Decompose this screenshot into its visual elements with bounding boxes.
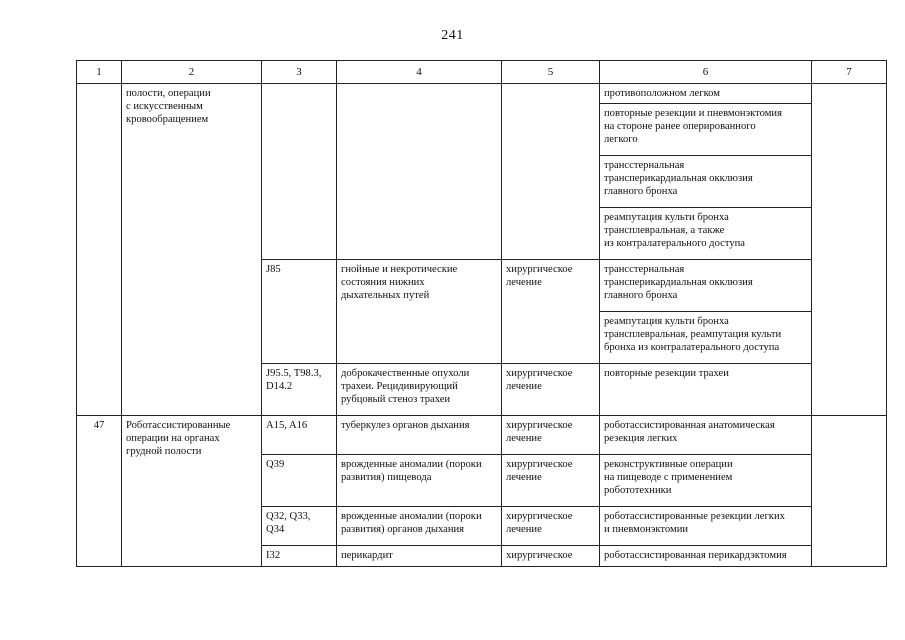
patient-model: врожденные аномалии (пороки развития) пищевода (337, 455, 502, 507)
treatment-method: реампутация культи бронха трансплевральная, а также из контралатерального доступа (600, 208, 812, 260)
treatment-method: реампутация культи бронха трансплевральная, реампутация культи бронха из контралатерального доступа (600, 312, 812, 364)
icd-code: J85 (262, 260, 337, 364)
header-col-6: 6 (600, 61, 812, 84)
patient-model (337, 84, 502, 260)
patient-model: гнойные и некротические состояния нижних дыхательных путей (337, 260, 502, 364)
care-type-name: полости, операции с искусственным кровообращением (122, 84, 262, 416)
header-row (77, 61, 887, 84)
treatment-method: трансстернальная трансперикардиальная окклюзия главного бронха (600, 156, 812, 208)
header-col-1: 1 (77, 61, 122, 84)
row-number-cell (77, 84, 122, 416)
header-col-7: 7 (812, 61, 887, 84)
icd-code: J95.5, T98.3, D14.2 (262, 364, 337, 416)
icd-code: A15, A16 (262, 416, 337, 455)
care-type-name: Роботассистированные операции на органах грудной полости (122, 416, 262, 567)
treatment-type: хирургическое лечение (502, 364, 600, 416)
page-number: 241 (441, 28, 464, 43)
icd-code: I32 (262, 546, 337, 567)
icd-code: Q32, Q33, Q34 (262, 507, 337, 546)
table-row (77, 84, 887, 104)
row-number-cell: 47 (77, 416, 122, 567)
treatment-type: хирургическое (502, 546, 600, 567)
patient-model: врожденные аномалии (пороки развития) органов дыхания (337, 507, 502, 546)
treatment-method: повторные резекции трахеи (600, 364, 812, 416)
treatment-type: хирургическое лечение (502, 416, 600, 455)
treatment-type (502, 84, 600, 260)
treatment-method: трансстернальная трансперикардиальная окклюзия главного бронха (600, 260, 812, 312)
header-col-2: 2 (122, 61, 262, 84)
treatment-method: роботассистированная перикардэктомия (600, 546, 812, 567)
treatment-method: реконструктивные операции на пищеводе с применением робототехники (600, 455, 812, 507)
treatment-method: повторные резекции и пневмонэктомия на стороне ранее оперированного легкого (600, 104, 812, 156)
treatment-type: хирургическое лечение (502, 507, 600, 546)
header-col-3: 3 (262, 61, 337, 84)
icd-code (262, 84, 337, 260)
treatment-type: хирургическое лечение (502, 455, 600, 507)
patient-model: туберкулез органов дыхания (337, 416, 502, 455)
medical-care-table (76, 60, 887, 567)
patient-model: перикардит (337, 546, 502, 567)
treatment-type: хирургическое лечение (502, 260, 600, 364)
table-row (77, 416, 887, 455)
treatment-method: противоположном легком (600, 84, 812, 104)
standard-cost (812, 84, 887, 416)
patient-model: доброкачественные опухоли трахеи. Рецидивирующий рубцовый стеноз трахеи (337, 364, 502, 416)
icd-code: Q39 (262, 455, 337, 507)
medical-care-table-wrap (76, 60, 886, 567)
standard-cost (812, 416, 887, 567)
treatment-method: роботассистированные резекции легких и пневмонэктомии (600, 507, 812, 546)
treatment-method: роботассистированная анатомическая резекция легких (600, 416, 812, 455)
header-col-5: 5 (502, 61, 600, 84)
header-col-4: 4 (337, 61, 502, 84)
